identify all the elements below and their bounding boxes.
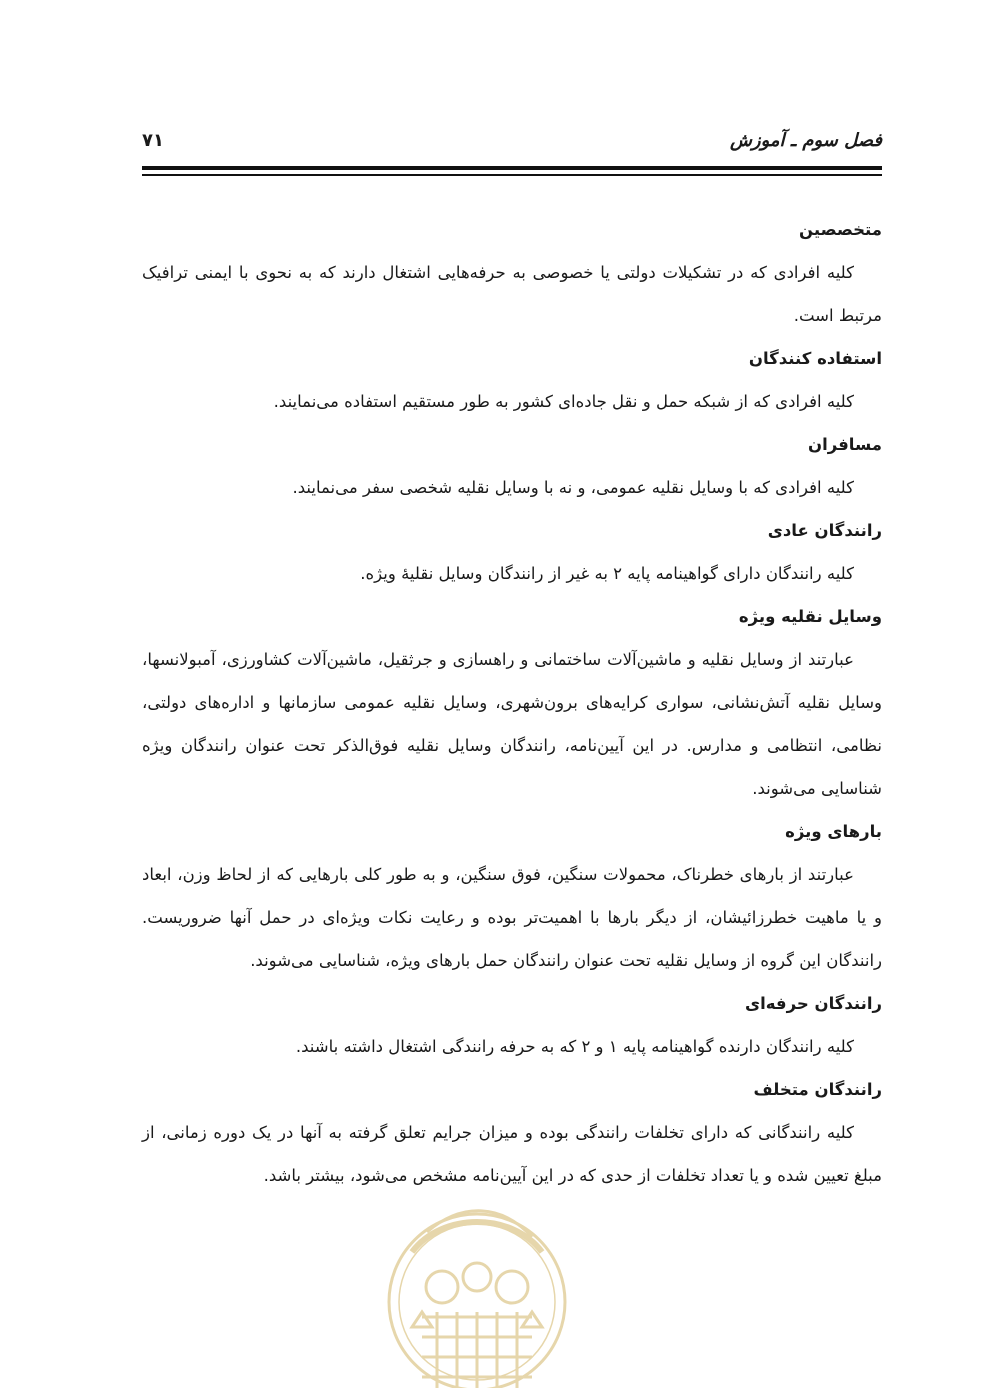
section-paragraph: عبارتند از وسایل نقلیه و ماشین‌آلات ساختمانی و راهسازی و جرثقیل، ماشین‌آلات کشاورزی، آمبولانسها، وسایل نقلیه آتش‌نشانی، سواری کرایه‌های برون‌شهری، وسایل نقلیه عمومی سازمانها و اداره‌های دولتی، نظامی، انتظامی و مدارس. در این آیین‌نامه، رانندگان وسایل نقلیه فوق‌الذکر تحت عنوان رانندگان ویژه شناسایی می‌شوند. (142, 650, 882, 798)
page-header (142, 126, 882, 162)
header-rule-thick (142, 166, 882, 170)
section-paragraph: کلیه رانندگان دارای گواهینامه پایه ۲ به غیر از رانندگان وسایل نقلیهٔ ویژه. (360, 564, 854, 583)
section-special-loads (142, 810, 882, 982)
section-special-vehicles (142, 595, 882, 810)
section-professional-drivers (142, 982, 882, 1068)
section-paragraph: عبارتند از بارهای خطرناک، محمولات سنگین، فوق سنگین، و به طور کلی بارهایی که از لحاظ وزن، ابعاد و یا ماهیت خطرزائیشان، از دیگر بارها با اهمیت‌تر بوده و رعایت نکات ویژه‌ای در حمل آنها ضروریست. رانندگان این گروه از وسایل نقلیه تحت عنوان رانندگان حمل بارهای ویژه، شناسایی می‌شوند. (142, 865, 882, 970)
page-number: ۷۱ (142, 130, 164, 151)
watermark-seal-icon (382, 1192, 572, 1388)
header-rule-thin (142, 174, 882, 176)
section-paragraph: کلیه رانندگان دارنده گواهینامه پایه ۱ و ۲ که به حرفه رانندگی اشتغال داشته باشند. (295, 1037, 854, 1056)
section-heading: وسایل نقلیه ویژه (738, 607, 882, 626)
section-heading: متخصصین (799, 220, 882, 239)
section-heading: مسافران (807, 435, 882, 454)
section-heading: رانندگان حرفه‌ای (745, 994, 882, 1013)
section-users (142, 337, 882, 423)
section-heading: استفاده کنندگان (748, 349, 882, 368)
section-paragraph: کلیه افرادی که از شبکه حمل و نقل جاده‌ای کشور به طور مستقیم استفاده می‌نمایند. (273, 392, 854, 411)
section-offending-drivers (142, 1068, 882, 1197)
section-paragraph: کلیه افرادی که در تشکیلات دولتی یا خصوصی به حرفه‌هایی اشتغال دارند که به نحوی با ایمنی ترافیک مرتبط است. (142, 263, 882, 325)
chapter-title: فصل سوم ـ آموزش (729, 130, 882, 151)
section-passengers (142, 423, 882, 509)
section-heading: رانندگان متخلف (753, 1080, 882, 1099)
section-specialists (142, 208, 882, 337)
document-body (142, 208, 882, 1197)
section-heading: رانندگان عادی (767, 521, 882, 540)
section-ordinary-drivers (142, 509, 882, 595)
section-paragraph: کلیه افرادی که با وسایل نقلیه عمومی، و نه با وسایل نقلیه شخصی سفر می‌نمایند. (292, 478, 854, 497)
section-heading: بارهای ویژه (785, 822, 882, 841)
section-paragraph: کلیه رانندگانی که دارای تخلفات رانندگی بوده و میزان جرایم تعلق گرفته به آنها در یک دوره زمانی، از مبلغ تعیین شده و یا تعداد تخلفات از حدی که در این آیین‌نامه مشخص می‌شود، بیشتر باشد. (142, 1123, 882, 1185)
